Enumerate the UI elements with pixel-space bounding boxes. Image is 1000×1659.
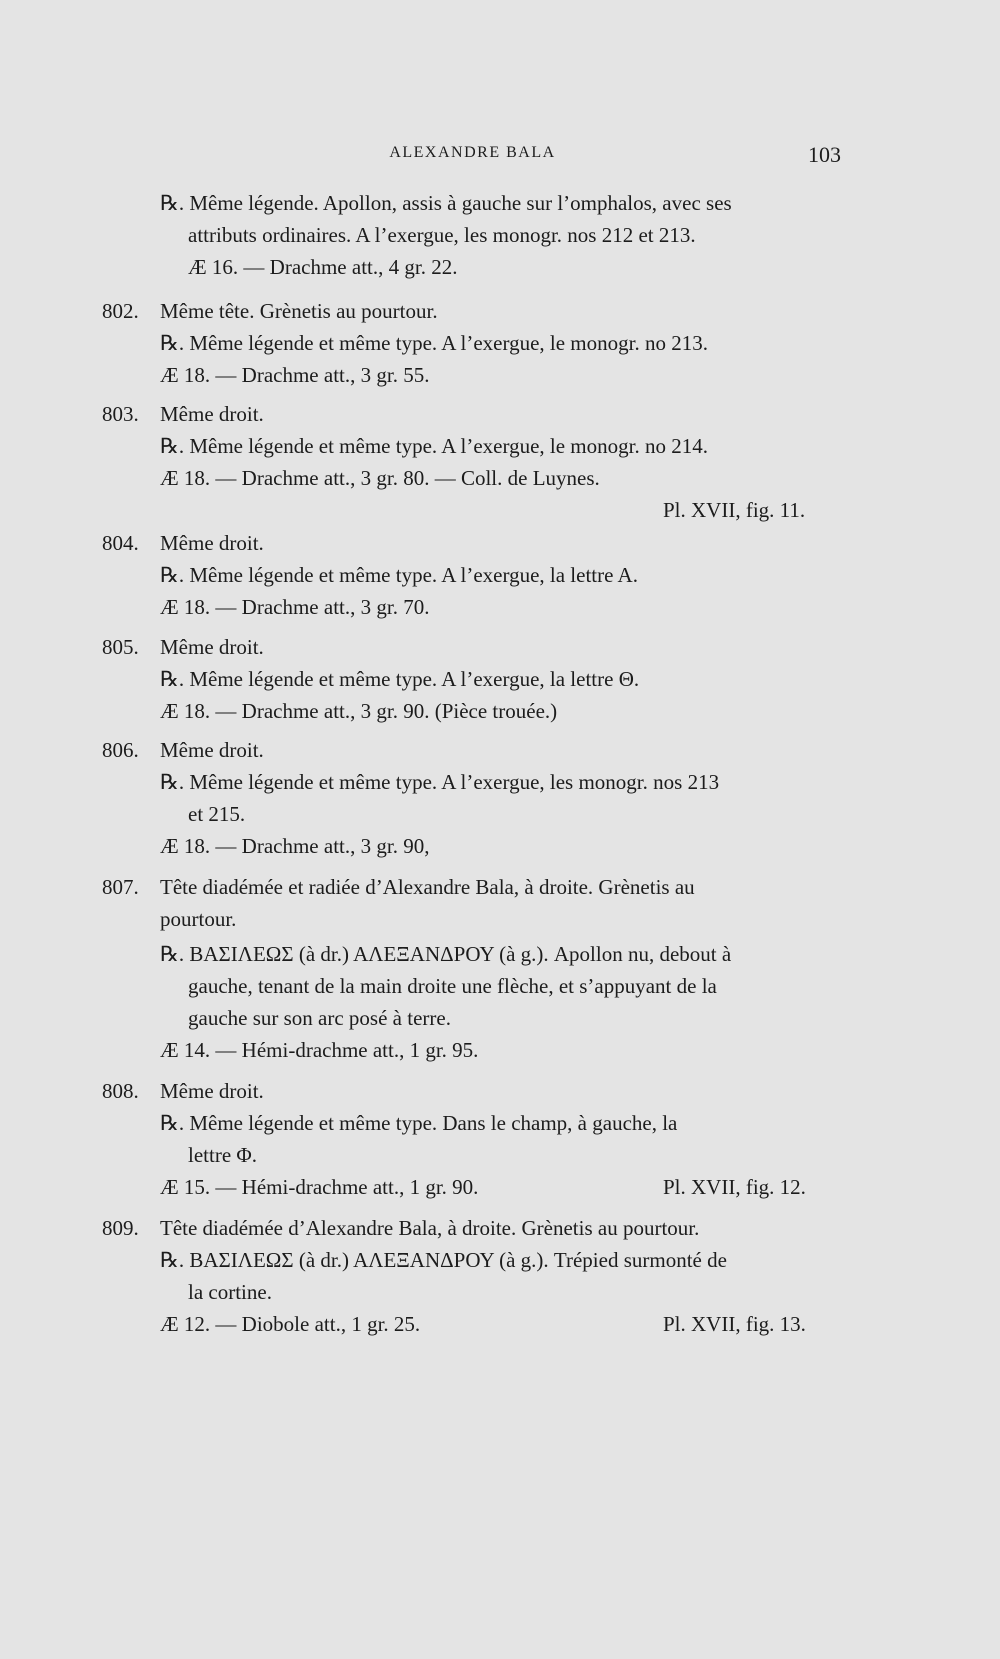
entry-number: 807. <box>102 875 139 899</box>
entry-text: Æ 18. — Drachme att., 3 gr. 70. <box>160 595 430 619</box>
text-line <box>0 1034 1000 1066</box>
text-line <box>0 903 1000 935</box>
entry-text: Tête diadémée d’Alexandre Bala, à droite. Grènetis au pourtour. <box>160 1216 700 1240</box>
text-line <box>0 1002 1000 1034</box>
entry-text: la cortine. <box>188 1280 272 1304</box>
text-line <box>0 695 1000 727</box>
entry-text: Même tête. Grènetis au pourtour. <box>160 299 438 323</box>
plate-reference: Pl. XVII, fig. 11. <box>663 498 806 522</box>
entry-text: ℞. ΒΑΣΙΛΕΩΣ (à dr.) ΑΛΕΞΑΝΔΡΟΥ (à g.). Trépied surmonté de <box>160 1248 727 1272</box>
entry-text: Æ 18. — Drachme att., 3 gr. 80. — Coll. de Luynes. <box>160 466 600 490</box>
text-line <box>0 462 1000 494</box>
text-line <box>0 359 1000 391</box>
entry-text: gauche, tenant de la main droite une flèche, et s’appuyant de la <box>188 974 717 998</box>
entry-text: ℞. Même légende et même type. A l’exergue, le monogr. no 214. <box>160 434 708 458</box>
plate-reference: Pl. XVII, fig. 13. <box>663 1312 806 1336</box>
entry-text: ℞. Même légende et même type. A l’exergue, la lettre Θ. <box>160 667 640 691</box>
text-line <box>0 1276 1000 1308</box>
entry-text: Même droit. <box>160 402 264 426</box>
entry-text: ℞. Même légende et même type. Dans le champ, à gauche, la <box>160 1111 678 1135</box>
entry-text: lettre Φ. <box>188 1143 257 1167</box>
text-line <box>0 1139 1000 1171</box>
entry-text: Æ 16. — Drachme att., 4 gr. 22. <box>188 255 458 279</box>
text-line <box>0 1212 1000 1244</box>
entry-number: 806. <box>102 738 139 762</box>
running-head <box>0 142 1000 166</box>
text-line <box>0 798 1000 830</box>
text-line <box>0 1308 1000 1340</box>
entry-text: Même droit. <box>160 738 264 762</box>
text-line <box>0 663 1000 695</box>
text-line <box>0 1171 1000 1203</box>
text-line <box>0 398 1000 430</box>
text-line <box>0 631 1000 663</box>
text-line <box>0 970 1000 1002</box>
entry-text: ℞. Même légende. Apollon, assis à gauche sur l’omphalos, avec ses <box>160 191 732 215</box>
text-line <box>0 591 1000 623</box>
entry-number: 805. <box>102 635 139 659</box>
text-line <box>0 295 1000 327</box>
text-line <box>0 527 1000 559</box>
text-line <box>0 219 1000 251</box>
plate-reference: Pl. XVII, fig. 12. <box>663 1175 806 1199</box>
entry-text: attributs ordinaires. A l’exergue, les monogr. nos 212 et 213. <box>188 223 696 247</box>
entry-text: Tête diadémée et radiée d’Alexandre Bala, à droite. Grènetis au <box>160 875 695 899</box>
entry-text: Même droit. <box>160 531 264 555</box>
entry-text: Même droit. <box>160 635 264 659</box>
text-line <box>0 251 1000 283</box>
entry-text: Æ 14. — Hémi-drachme att., 1 gr. 95. <box>160 1038 479 1062</box>
entry-text: Æ 15. — Hémi-drachme att., 1 gr. 90. <box>160 1175 479 1199</box>
text-line <box>0 938 1000 970</box>
entry-number: 804. <box>102 531 139 555</box>
text-line <box>0 494 1000 526</box>
entry-number: 808. <box>102 1079 139 1103</box>
text-line <box>0 559 1000 591</box>
page-number: 103 <box>808 142 841 167</box>
entry-text: ℞. ΒΑΣΙΛΕΩΣ (à dr.) ΑΛΕΞΑΝΔΡΟΥ (à g.). Apollon nu, debout à <box>160 942 732 966</box>
text-line <box>0 1107 1000 1139</box>
entry-text: ℞. Même légende et même type. A l’exergue, le monogr. no 213. <box>160 331 708 355</box>
running-title: ALEXANDRE BALA <box>389 144 556 161</box>
text-line <box>0 734 1000 766</box>
entry-text: Æ 18. — Drachme att., 3 gr. 90. (Pièce trouée.) <box>160 699 558 723</box>
text-line <box>0 830 1000 862</box>
entry-number: 803. <box>102 402 139 426</box>
text-line <box>0 871 1000 903</box>
text-line <box>0 766 1000 798</box>
text-line <box>0 187 1000 219</box>
entry-number: 802. <box>102 299 139 323</box>
entry-text: et 215. <box>188 802 246 826</box>
entry-text: Æ 18. — Drachme att., 3 gr. 90, <box>160 834 430 858</box>
entry-number: 809. <box>102 1216 139 1240</box>
text-line <box>0 1244 1000 1276</box>
entry-text: Æ 12. — Diobole att., 1 gr. 25. <box>160 1312 421 1336</box>
entry-text: Même droit. <box>160 1079 264 1103</box>
entry-text: ℞. Même légende et même type. A l’exergue, les monogr. nos 213 <box>160 770 720 794</box>
entry-text: gauche sur son arc posé à terre. <box>188 1006 451 1030</box>
entry-text: pourtour. <box>160 907 237 931</box>
entry-text: ℞. Même légende et même type. A l’exergue, la lettre A. <box>160 563 638 587</box>
text-line <box>0 430 1000 462</box>
text-line <box>0 1075 1000 1107</box>
text-line <box>0 327 1000 359</box>
entry-text: Æ 18. — Drachme att., 3 gr. 55. <box>160 363 430 387</box>
